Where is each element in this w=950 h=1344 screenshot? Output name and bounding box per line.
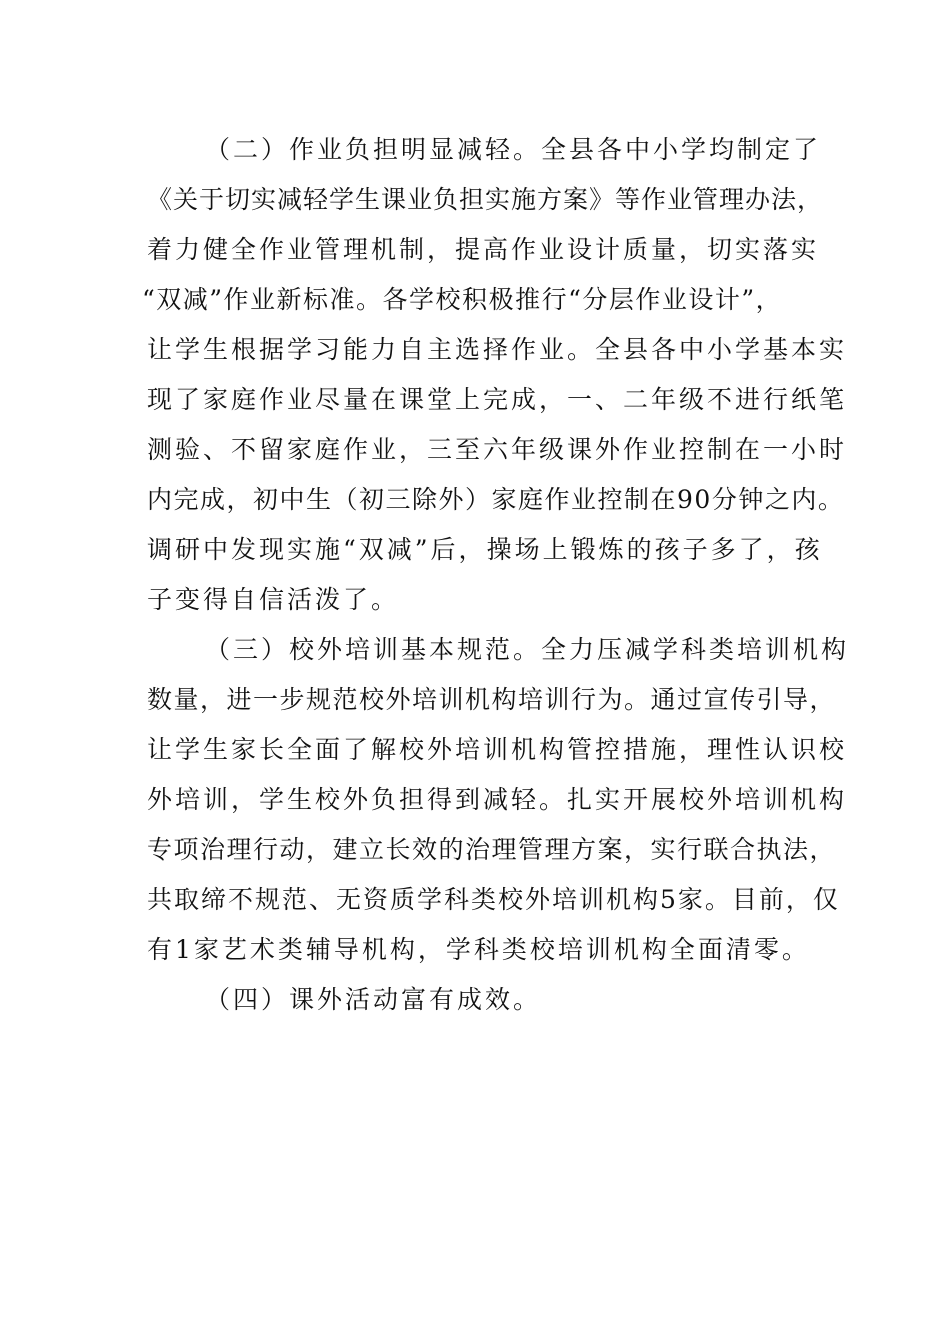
text-line: 专项治理行动，建立长效的治理管理方案，实行联合执法，: [147, 835, 837, 864]
text-line: 共取缔不规范、无资质学科类校外培训机构5家。目前，仅: [147, 885, 840, 914]
text-line: 子变得自信活泼了。: [147, 585, 400, 614]
text-line: “双减”作业新标准。各学校积极推行“分层作业设计”，: [142, 285, 783, 314]
text-line: 数量，进一步规范校外培训机构培训行为。通过宣传引导，: [147, 685, 837, 714]
text-line: 《关于切实减轻学生课业负担实施方案》等作业管理办法，: [147, 185, 824, 214]
text-line: 内完成，初中生（初三除外）家庭作业控制在90分钟之内。: [147, 485, 845, 514]
text-line: 调研中发现实施“双减”后，操场上锻炼的孩子多了，孩: [147, 535, 823, 564]
text-line: 着力健全作业管理机制，提高作业设计质量，切实落实: [147, 235, 820, 264]
text-line: （四）课外活动富有成效。: [205, 985, 542, 1014]
text-line: 有1家艺术类辅导机构，学科类校培训机构全面清零。: [147, 935, 810, 964]
text-line: 现了家庭作业尽量在课堂上完成，一、二年级不进行纸笔: [147, 385, 848, 414]
text-line: 让学生家长全面了解校外培训机构管控措施，理性认识校: [147, 735, 848, 764]
text-line: 外培训，学生校外负担得到减轻。扎实开展校外培训机构: [147, 785, 848, 814]
text-line: （三）校外培训基本规范。全力压减学科类培训机构: [205, 635, 850, 664]
text-line: （二）作业负担明显减轻。全县各中小学均制定了: [205, 135, 822, 164]
text-line: 让学生根据学习能力自主选择作业。全县各中小学基本实: [147, 335, 848, 364]
text-line: 测验、不留家庭作业，三至六年级课外作业控制在一小时: [147, 435, 848, 464]
